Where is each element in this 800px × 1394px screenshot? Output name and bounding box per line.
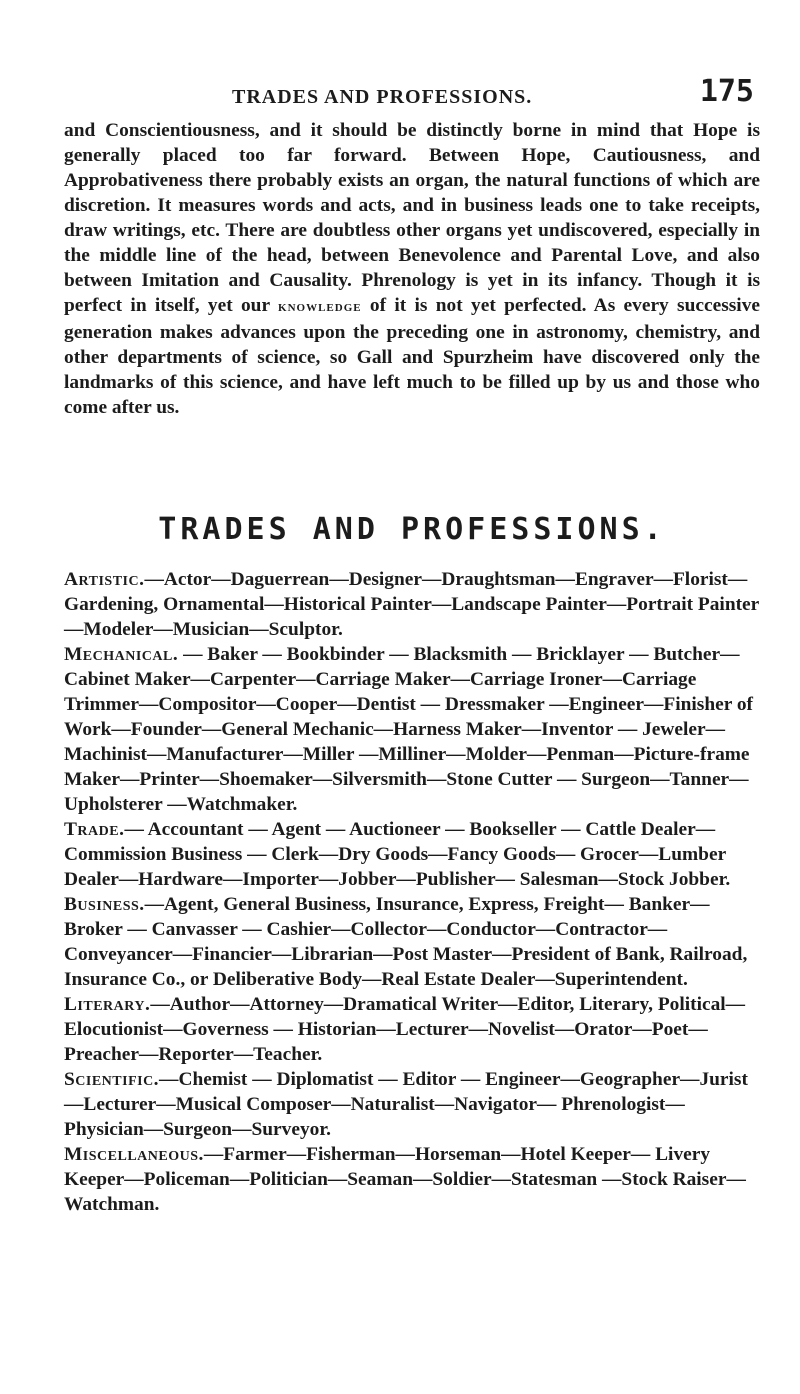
category-artistic — [64, 567, 760, 642]
category-mechanical — [64, 642, 760, 817]
page-number: 175 — [699, 74, 754, 109]
intro-paragraph — [64, 118, 760, 420]
category-miscellaneous — [64, 1142, 760, 1217]
category-business — [64, 892, 760, 992]
intro-emphasis: knowledge — [278, 299, 362, 315]
running-head — [64, 0, 760, 118]
category-label: Trade. — [64, 819, 125, 840]
category-items: —Farmer—Fisherman—Horseman—Hotel Keeper— Livery Keeper—Policeman—Politician—Seaman—Soldier—Statesman —Stock Raiser—Watchman. — [64, 1144, 746, 1215]
category-items: — Baker — Bookbinder — Blacksmith — Bricklayer — Butcher—Cabinet Maker—Carpenter—Carriage Maker—Carriage Ironer—Carriage Trimmer—Compositor—Cooper—Dentist — Dressmaker —Engineer—Finisher of Work—Founder—General Mechanic—Harness Maker—Inventor — Jeweler— Machinist—Manufacturer—Miller —Milliner—Molder—Penman—Picture-frame Maker—Printer—Shoemaker—Silversmith—Stone Cutter — Surgeon—Tanner—Upholsterer —Watchmaker. — [64, 644, 754, 815]
category-items: —Actor—Daguerrean—Designer—Draughtsman—Engraver—Florist—Gardening, Ornamental—Historical Painter—Landscape Painter—Portrait Painter—Modeler—Musician—Sculptor. — [64, 569, 760, 640]
category-items: —Agent, General Business, Insurance, Express, Freight— Banker—Broker — Canvasser — Cashier—Collector—Conductor—Contractor—Conveyancer—Financier—Librarian—Post Master—President of Bank, Railroad, Insurance Co., or Deliberative Body—Real Estate Dealer—Superintendent. — [64, 894, 748, 990]
category-label: Mechanical. — [64, 644, 179, 665]
category-items: —Author—Attorney—Dramatical Writer—Editor, Literary, Political—Elocutionist—Governess — Historian—Lecturer—Novelist—Orator—Poet—Preacher—Reporter—Teacher. — [64, 994, 746, 1065]
intro-text-part2: of it is not yet perfected. As every successive generation makes advances upon the preceding one in astronomy, chemistry, and other departments of science, so Gall and Spurzheim have discovered only the landmarks of this science, and have left much to be filled up by us and those who come after us. — [64, 295, 760, 418]
section-heading: TRADES AND PROFESSIONS. — [158, 512, 666, 547]
category-items: —Chemist — Diplomatist — Editor — Engineer—Geographer—Jurist—Lecturer—Musical Composer—Naturalist—Navigator— Phrenologist—Physician—Surgeon—Surveyor. — [64, 1069, 748, 1140]
intro-text-part1: and Conscientiousness, and it should be distinctly borne in mind that Hope is generally placed too far forward. Between Hope, Cautiousness, and Approbativeness there probably exists an organ, the natural functions of which are discretion. It measures words and acts, and in business leads one to take receipts, draw writings, etc. There are doubtless other organs yet undiscovered, especially in the middle line of the head, between Benevolence and Parental Love, and also between Imitation and Causality. Phrenology is yet in its infancy. Though it is perfect in itself, yet our — [64, 120, 760, 316]
category-trade — [64, 817, 760, 892]
category-items: — Accountant — Agent — Auctioneer — Bookseller — Cattle Dealer—Commission Business — Clerk—Dry Goods—Fancy Goods— Grocer—Lumber Dealer—Hardware—Importer—Jobber—Publisher— Salesman—Stock Jobber. — [64, 819, 731, 890]
category-label: Miscellaneous. — [64, 1144, 204, 1165]
category-scientific — [64, 1067, 760, 1142]
category-label: Artistic. — [64, 569, 145, 590]
category-literary — [64, 992, 760, 1067]
running-title: TRADES AND PROFESSIONS. — [232, 86, 533, 108]
category-label: Scientific. — [64, 1069, 160, 1090]
category-list — [64, 567, 760, 1217]
category-label: Business. — [64, 894, 145, 915]
category-label: Literary. — [64, 994, 151, 1015]
